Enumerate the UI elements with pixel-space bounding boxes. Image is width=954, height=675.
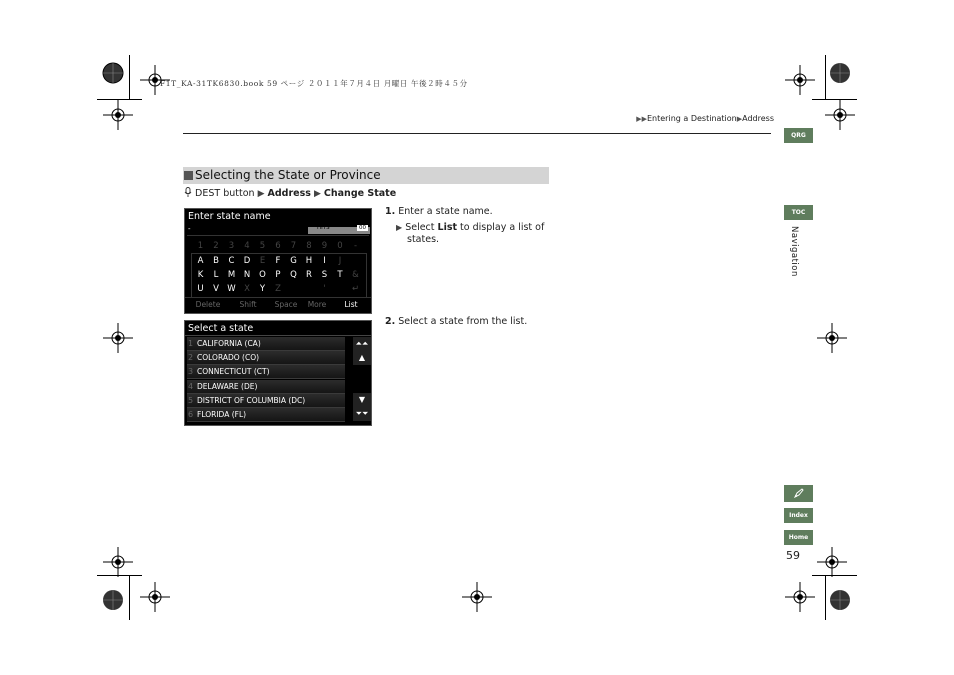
crosshair-icon <box>785 65 815 95</box>
key--[interactable]: - <box>353 241 358 251</box>
delete-button[interactable]: Delete <box>195 300 221 309</box>
list-item-number: 3 <box>188 367 194 377</box>
registration-mark-icon <box>825 58 855 88</box>
key-8[interactable]: 8 <box>306 241 312 251</box>
path-start: DEST button <box>195 188 255 199</box>
step-2: 2. Select a state from the list. <box>385 316 528 327</box>
key-1[interactable]: 1 <box>197 241 204 251</box>
key-M[interactable]: M <box>227 270 236 280</box>
list-item-label: DELAWARE (DE) <box>197 381 258 391</box>
list-item[interactable] <box>187 337 345 351</box>
key-Q[interactable]: Q <box>290 270 297 280</box>
pen-icon <box>793 487 805 499</box>
list-item-label: CALIFORNIA (CA) <box>197 339 261 348</box>
key-↵[interactable]: ↵ <box>351 284 360 294</box>
crosshair-icon <box>817 547 847 577</box>
list-item[interactable] <box>187 408 345 422</box>
list-item[interactable] <box>187 394 345 408</box>
hits-counter: HITS 00 <box>308 227 370 234</box>
space-button[interactable]: Space <box>274 300 298 309</box>
letter-grid-frame <box>191 253 367 298</box>
input-cursor: - <box>188 225 191 233</box>
shift-button[interactable]: Shift <box>239 300 257 309</box>
header-divider <box>183 133 771 134</box>
mic-icon <box>184 187 192 197</box>
key-H[interactable]: H <box>305 256 313 266</box>
crosshair-icon <box>785 582 815 612</box>
registration-mark-icon <box>98 58 128 88</box>
list-item-number: 4 <box>188 381 194 391</box>
key-I[interactable]: I <box>323 256 326 266</box>
qrg-button[interactable]: QRG <box>784 128 813 143</box>
arrow-icon: ▶ <box>313 189 321 199</box>
list-item-number: 5 <box>188 395 194 405</box>
square-bullet-icon <box>184 171 193 180</box>
title-divider <box>185 335 371 336</box>
step-1: 1. Enter a state name. <box>385 206 493 217</box>
step-1-sub-line2: states. <box>407 234 440 245</box>
key-G[interactable]: G <box>290 256 297 266</box>
crosshair-icon <box>103 323 133 353</box>
select-state-screen <box>184 320 372 426</box>
key-S[interactable]: S <box>321 270 328 280</box>
page-number: 59 <box>786 549 800 562</box>
key-C[interactable]: C <box>228 256 235 266</box>
key-B[interactable]: B <box>213 256 219 266</box>
section-title: Selecting the State or Province <box>195 168 381 182</box>
key-P[interactable]: P <box>275 270 281 280</box>
scroll-down-button[interactable]: ▼ <box>353 393 371 407</box>
crosshair-icon <box>462 582 492 612</box>
key-D[interactable]: D <box>243 256 251 266</box>
key-A[interactable]: A <box>197 256 204 266</box>
list-item-label: DISTRICT OF COLUMBIA (DC) <box>197 395 306 405</box>
list-button[interactable]: List <box>344 300 358 309</box>
more-button[interactable]: More <box>307 300 327 309</box>
list-item[interactable] <box>187 380 345 394</box>
list-item-label: FLORIDA (FL) <box>197 410 247 419</box>
key-0[interactable]: 0 <box>337 241 343 251</box>
screen-title: Enter state name <box>188 211 271 222</box>
screen-title: Select a state <box>188 323 254 334</box>
index-button[interactable]: Index <box>784 508 813 523</box>
crosshair-icon <box>825 100 855 130</box>
path-step-address: Address <box>267 188 311 199</box>
path-step-change-state: Change State <box>323 188 397 199</box>
list-item-number: 6 <box>188 410 194 419</box>
crosshair-icon <box>817 323 847 353</box>
key-5[interactable]: 5 <box>259 241 266 251</box>
step-1-sub: ▶ Select List to display a list of <box>396 222 545 233</box>
key-T[interactable]: T <box>337 270 343 280</box>
key-R[interactable]: R <box>306 270 312 280</box>
scroll-up-button[interactable]: ▲ <box>353 351 371 365</box>
crosshair-icon <box>103 100 133 130</box>
registration-mark-icon <box>98 585 128 615</box>
scroll-top-button[interactable]: ⏶⏶ <box>353 337 371 351</box>
input-field[interactable] <box>187 226 369 236</box>
arrow-icon: ▶ <box>257 189 265 199</box>
key-Y[interactable]: Y <box>259 284 266 294</box>
breadcrumb-parent[interactable]: Entering a Destination <box>647 114 737 123</box>
print-header: F1T_KA-31TK6830.book 59 ページ ２０１１年７月４日 月曜日 午後２時４５分 <box>160 79 468 88</box>
toc-button[interactable]: TOC <box>784 205 813 220</box>
double-arrow-icon: ▶▶ <box>636 115 647 123</box>
key-L[interactable]: L <box>213 270 219 280</box>
key-O[interactable]: O <box>259 270 266 280</box>
key-E[interactable]: E <box>259 256 266 266</box>
breadcrumb <box>636 114 774 123</box>
list-item-number: 2 <box>188 353 194 363</box>
enter-state-screen <box>184 208 372 314</box>
chapter-label: Navigation <box>789 226 799 277</box>
bottom-bar <box>185 297 371 313</box>
list-item[interactable] <box>187 351 345 365</box>
arrow-icon: ▶ <box>736 115 743 123</box>
quick-reference-button[interactable] <box>784 485 813 502</box>
key-V[interactable]: V <box>213 284 219 294</box>
key-N[interactable]: N <box>243 270 251 280</box>
key-&[interactable]: & <box>352 270 359 280</box>
list-item[interactable] <box>187 365 345 379</box>
section-heading <box>183 167 549 184</box>
registration-mark-icon <box>825 585 855 615</box>
key-'[interactable]: ' <box>323 284 326 294</box>
key-W[interactable]: W <box>227 284 236 294</box>
list-item-label: CONNECTICUT (CT) <box>197 367 270 377</box>
list-item-number: 1 <box>188 339 194 348</box>
key-K[interactable]: K <box>197 270 204 280</box>
command-path <box>184 187 396 199</box>
key-6[interactable]: 6 <box>275 241 281 251</box>
key-3[interactable]: 3 <box>228 241 235 251</box>
arrow-icon: ▶ <box>396 223 403 232</box>
key-9[interactable]: 9 <box>321 241 328 251</box>
home-button[interactable]: Home <box>784 530 813 545</box>
key-X[interactable]: X <box>244 284 250 294</box>
breadcrumb-current: Address <box>742 114 774 123</box>
key-4[interactable]: 4 <box>244 241 250 251</box>
crosshair-icon <box>103 547 133 577</box>
key-J[interactable]: J <box>338 256 342 266</box>
key-Z[interactable]: Z <box>275 284 281 294</box>
list-item-label: COLORADO (CO) <box>197 353 260 363</box>
key-2[interactable]: 2 <box>213 241 219 251</box>
key-U[interactable]: U <box>197 284 204 294</box>
key-F[interactable]: F <box>275 256 281 266</box>
key-7[interactable]: 7 <box>290 241 297 251</box>
crosshair-icon <box>140 582 170 612</box>
scroll-bottom-button[interactable]: ⏷⏷ <box>353 407 371 421</box>
